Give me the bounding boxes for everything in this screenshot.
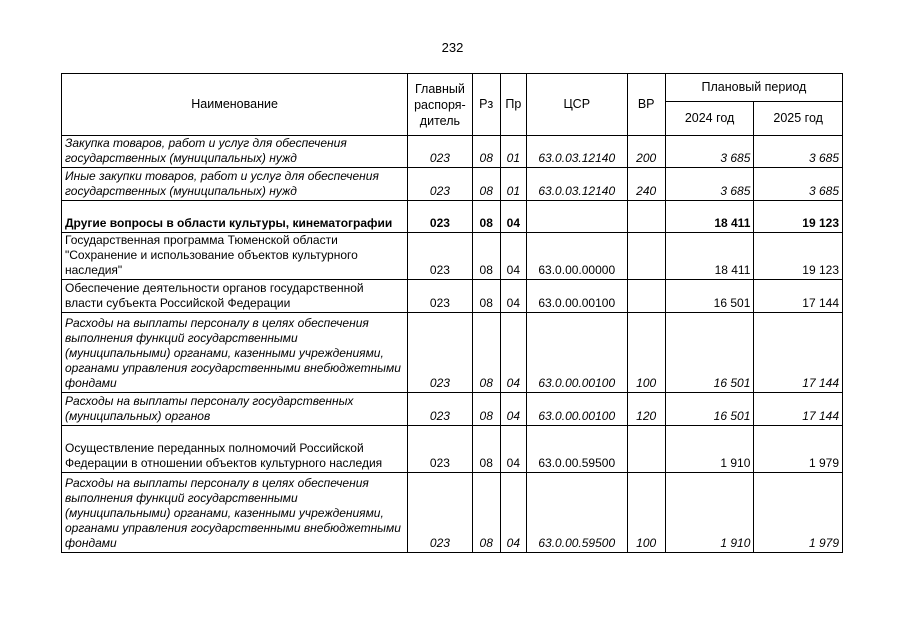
row-amount-2025: 17 144 <box>754 313 843 393</box>
row-manager: 023 <box>408 393 472 426</box>
row-vr <box>627 233 665 280</box>
row-name: Расходы на выплаты персоналу государственных (муниципальных) органов <box>62 393 408 426</box>
header-vr: ВР <box>627 74 665 136</box>
row-vr: 200 <box>627 136 665 168</box>
row-csr: 63.0.00.00000 <box>526 233 627 280</box>
table-row <box>62 233 843 280</box>
page-number: 232 <box>441 40 464 55</box>
row-rz: 08 <box>472 393 500 426</box>
row-rz: 08 <box>472 426 500 473</box>
table-row <box>62 313 843 393</box>
row-pr: 04 <box>500 201 526 233</box>
row-amount-2024: 16 501 <box>665 313 754 393</box>
row-amount-2024: 3 685 <box>665 136 754 168</box>
row-csr: 63.0.00.59500 <box>526 426 627 473</box>
row-pr: 01 <box>500 136 526 168</box>
budget-table <box>61 73 843 553</box>
table-row <box>62 280 843 313</box>
row-manager: 023 <box>408 136 472 168</box>
row-csr: 63.0.00.59500 <box>526 473 627 553</box>
row-amount-2024: 1 910 <box>665 473 754 553</box>
row-amount-2025: 1 979 <box>754 473 843 553</box>
row-rz: 08 <box>472 280 500 313</box>
row-name: Другие вопросы в области культуры, кинематографии <box>62 201 408 233</box>
row-pr: 04 <box>500 280 526 313</box>
row-amount-2024: 1 910 <box>665 426 754 473</box>
row-vr: 100 <box>627 473 665 553</box>
row-manager: 023 <box>408 426 472 473</box>
table-row <box>62 473 843 553</box>
row-manager: 023 <box>408 473 472 553</box>
row-manager: 023 <box>408 280 472 313</box>
row-name: Осуществление переданных полномочий Российской Федерации в отношении объектов культурного наследия <box>62 426 408 473</box>
row-csr: 63.0.00.00100 <box>526 393 627 426</box>
row-vr <box>627 201 665 233</box>
row-amount-2025: 3 685 <box>754 168 843 201</box>
table-row <box>62 201 843 233</box>
row-amount-2024: 3 685 <box>665 168 754 201</box>
row-pr: 04 <box>500 233 526 280</box>
table-row <box>62 136 843 168</box>
row-amount-2025: 1 979 <box>754 426 843 473</box>
row-amount-2025: 19 123 <box>754 233 843 280</box>
row-manager: 023 <box>408 313 472 393</box>
row-vr: 120 <box>627 393 665 426</box>
row-rz: 08 <box>472 313 500 393</box>
row-rz: 08 <box>472 168 500 201</box>
row-amount-2024: 16 501 <box>665 280 754 313</box>
row-csr: 63.0.00.00100 <box>526 280 627 313</box>
row-pr: 04 <box>500 393 526 426</box>
row-manager: 023 <box>408 233 472 280</box>
row-rz: 08 <box>472 136 500 168</box>
header-year-2024: 2024 год <box>665 102 754 136</box>
row-amount-2024: 16 501 <box>665 393 754 426</box>
row-pr: 01 <box>500 168 526 201</box>
row-name: Расходы на выплаты персоналу в целях обеспечения выполнения функций государственными (муниципальными) органами, казенными учреждениями, органами управления государственными внебюджетными фондами <box>62 473 408 553</box>
row-amount-2024: 18 411 <box>665 201 754 233</box>
row-rz: 08 <box>472 233 500 280</box>
row-vr <box>627 426 665 473</box>
row-csr <box>526 201 627 233</box>
row-name: Закупка товаров, работ и услуг для обеспечения государственных (муниципальных) нужд <box>62 136 408 168</box>
row-amount-2025: 3 685 <box>754 136 843 168</box>
row-name: Иные закупки товаров, работ и услуг для обеспечения государственных (муниципальных) нужд <box>62 168 408 201</box>
header-pr: Пр <box>500 74 526 136</box>
header-year-2025: 2025 год <box>754 102 843 136</box>
row-rz: 08 <box>472 473 500 553</box>
row-pr: 04 <box>500 473 526 553</box>
row-name: Государственная программа Тюменской области "Сохранение и использование объектов культурного наследия" <box>62 233 408 280</box>
row-amount-2025: 19 123 <box>754 201 843 233</box>
row-vr: 100 <box>627 313 665 393</box>
header-period: Плановый период <box>665 74 842 102</box>
header-name: Наименование <box>62 74 408 136</box>
table-row <box>62 426 843 473</box>
row-pr: 04 <box>500 426 526 473</box>
row-amount-2025: 17 144 <box>754 280 843 313</box>
header-rz: Рз <box>472 74 500 136</box>
row-manager: 023 <box>408 201 472 233</box>
row-amount-2025: 17 144 <box>754 393 843 426</box>
table-row <box>62 168 843 201</box>
row-manager: 023 <box>408 168 472 201</box>
row-name: Обеспечение деятельности органов государственной власти субъекта Российской Федерации <box>62 280 408 313</box>
header-manager: Главный распоря-дитель <box>408 74 472 136</box>
header-csr: ЦСР <box>526 74 627 136</box>
row-amount-2024: 18 411 <box>665 233 754 280</box>
row-pr: 04 <box>500 313 526 393</box>
row-name: Расходы на выплаты персоналу в целях обеспечения выполнения функций государственными (муниципальными) органами, казенными учреждениями, органами управления государственными внебюджетными фондами <box>62 313 408 393</box>
row-vr <box>627 280 665 313</box>
row-csr: 63.0.00.00100 <box>526 313 627 393</box>
row-csr: 63.0.03.12140 <box>526 168 627 201</box>
table-row <box>62 393 843 426</box>
row-csr: 63.0.03.12140 <box>526 136 627 168</box>
row-vr: 240 <box>627 168 665 201</box>
row-rz: 08 <box>472 201 500 233</box>
